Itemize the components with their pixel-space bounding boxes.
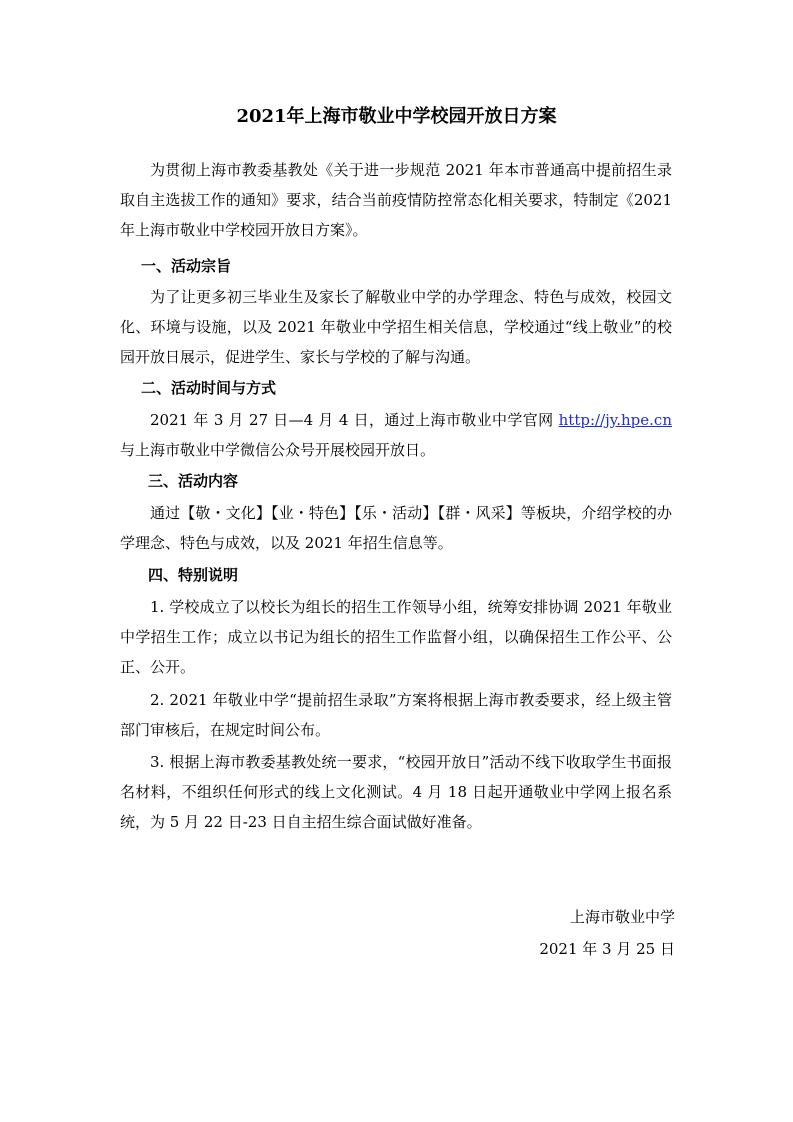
section-heading-notes: 四、特别说明 (148, 566, 239, 584)
signature-org: 上海市敬业中学 (569, 908, 675, 926)
section-heading-content: 三、活动内容 (148, 472, 239, 490)
note-item-1: 1. 学校成立了以校长为组长的招生工作领导小组，统筹安排协调 2021 年敬业中学招生工作；成立以书记为组长的招生工作监督小组，以确保招生工作公平、公正、公开。 (120, 598, 672, 676)
time-text-after-link: 与上海市敬业中学微信公众号开展校园开放日。 (120, 441, 436, 459)
document-title: 2021年上海市敬业中学校园开放日方案 (236, 106, 557, 127)
website-link[interactable]: http://jy.hpe.cn (558, 411, 672, 429)
time-text-before-link: 2021 年 3 月 27 日—4 月 4 日，通过上海市敬业中学官网 (150, 411, 559, 429)
note-item-2: 2. 2021 年敬业中学“提前招生录取”方案将根据上海市教委要求，经上级主管部门审核后，在规定时间公布。 (120, 691, 672, 739)
section-heading-purpose: 一、活动宗旨 (141, 257, 232, 275)
section-body-content: 通过【敬・文化】【业・特色】【乐・活动】【群・风采】等板块，介绍学校的办学理念、特色与成效，以及 2021 年招生信息等。 (120, 504, 672, 552)
section-body-purpose: 为了让更多初三毕业生及家长了解敬业中学的办学理念、特色与成效，校园文化、环境与设施，以及 2021 年敬业中学招生相关信息，学校通过“线上敬业”的校园开放日展示，促进学生、家长与学校的了解与沟通。 (120, 288, 672, 366)
signature-date: 2021 年 3 月 25 日 (539, 940, 675, 958)
intro-paragraph: 为贯彻上海市教委基教处《关于进一步规范 2021 年本市普通高中提前招生录取自主选拔工作的通知》要求，结合当前疫情防控常态化相关要求，特制定《2021 年上海市敬业中学校园开放日方案》。 (120, 161, 672, 239)
note-item-3: 3. 根据上海市教委基教处统一要求，“校园开放日”活动不线下收取学生书面报名材料，不组织任何形式的线上文化测试。4 月 18 日起开通敬业中学网上报名系统，为 5 月 22 日-23 日自主招生综合面试做好准备。 (120, 753, 672, 831)
section-heading-time: 二、活动时间与方式 (141, 379, 277, 397)
section-body-time (120, 405, 672, 465)
